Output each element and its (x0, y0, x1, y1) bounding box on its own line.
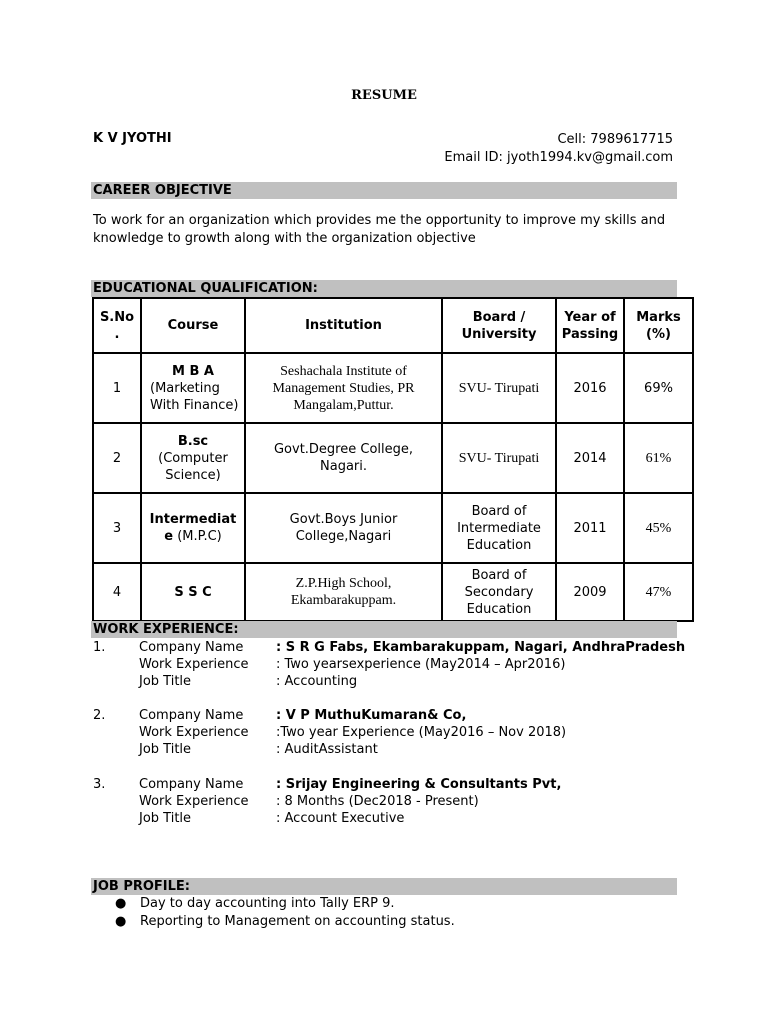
course-detail: (M.P.C) (177, 529, 222, 544)
company-value: : Srijay Engineering & Consultants Pvt, (276, 777, 562, 792)
course-detail: (Computer Science) (158, 450, 228, 483)
cell-sno: 4 (93, 563, 141, 621)
cell-year: 2009 (556, 563, 624, 621)
cell-sno: 3 (93, 493, 141, 563)
career-objective-text: To work for an organization which provides me the opportunity to improve my skills and knowledge to growth along with the organization objective (93, 213, 666, 246)
profile-item-text: Day to day accounting into Tally ERP 9. (140, 896, 395, 911)
cell-institution: Seshachala Institute of Management Studies, PR Mangalam,Puttur. (245, 353, 442, 423)
contact-block (380, 131, 673, 167)
cell-course (141, 563, 245, 621)
experience-label: Work Experience (139, 725, 249, 740)
course-name: B.sc (177, 433, 209, 449)
cell-marks: 47% (624, 563, 693, 621)
column-header-board: Board / University (442, 298, 556, 353)
cell-board: Board of Secondary Education (442, 563, 556, 621)
experience-label: Work Experience (139, 657, 249, 672)
work-experience-heading: WORK EXPERIENCE: (91, 621, 677, 638)
experience-value: : Two yearsexperience (May2014 – Apr2016) (276, 657, 566, 672)
company-label: Company Name (139, 777, 244, 792)
course-name: M B A (172, 363, 214, 379)
job-title-label: Job Title (139, 742, 192, 757)
cell-year: 2014 (556, 423, 624, 493)
cell-institution: Govt.Boys Junior College,Nagari (245, 493, 442, 563)
job-profile-list (93, 895, 455, 931)
job-title-value: : Account Executive (276, 811, 405, 826)
column-header-year: Year of Passing (556, 298, 624, 353)
table-row (93, 353, 693, 423)
cell-course (141, 423, 245, 493)
job-title-value: : Accounting (276, 674, 358, 689)
email-address: Email ID: jyoth1994.kv@gmail.com (444, 150, 673, 165)
profile-item-text: Reporting to Management on accounting status. (140, 914, 455, 929)
cell-marks: 45% (624, 493, 693, 563)
cell-board: SVU- Tirupati (442, 353, 556, 423)
job-profile-heading: JOB PROFILE: (91, 878, 677, 895)
column-header-institution: Institution (245, 298, 442, 353)
company-label: Company Name (139, 708, 244, 723)
candidate-name: K V JYOTHI (93, 131, 172, 146)
education-table (92, 297, 694, 622)
column-header-course: Course (141, 298, 245, 353)
job-title-label: Job Title (139, 811, 192, 826)
cell-year: 2011 (556, 493, 624, 563)
education-header-row (93, 298, 693, 353)
company-label: Company Name (139, 640, 244, 655)
bullet-icon: ● (115, 914, 127, 929)
career-objective-heading: CAREER OBJECTIVE (91, 182, 677, 199)
table-row (93, 563, 693, 621)
entry-number: 2. (93, 708, 106, 723)
company-value: : S R G Fabs, Ekambarakuppam, Nagari, AndhraPradesh (276, 640, 686, 655)
course-name: Intermediat e (149, 512, 237, 544)
experience-value: : 8 Months (Dec2018 - Present) (276, 794, 479, 809)
experience-value: :Two year Experience (May2016 – Nov 2018) (276, 725, 567, 740)
column-header-marks: Marks (%) (624, 298, 693, 353)
entry-number: 3. (93, 777, 106, 792)
cell-marks: 69% (624, 353, 693, 423)
entry-number: 1. (93, 640, 106, 655)
resume-title: RESUME (351, 88, 417, 103)
column-header-sno: S.No . (93, 298, 141, 353)
cell-institution: Z.P.High School, Ekambarakuppam. (245, 563, 442, 621)
cell-board: Board of Intermediate Education (442, 493, 556, 563)
experience-label: Work Experience (139, 794, 249, 809)
cell-year: 2016 (556, 353, 624, 423)
cell-sno: 1 (93, 353, 141, 423)
job-title-value: : AuditAssistant (276, 742, 378, 757)
cell-course (141, 493, 245, 563)
course-name: S S C (174, 584, 212, 600)
cell-sno: 2 (93, 423, 141, 493)
cell-marks: 61% (624, 423, 693, 493)
table-row (93, 493, 693, 563)
cell-number: Cell: 7989617715 (557, 132, 673, 147)
job-title-label: Job Title (139, 674, 192, 689)
cell-board: SVU- Tirupati (442, 423, 556, 493)
table-row (93, 423, 693, 493)
list-item (93, 913, 455, 931)
cell-course (141, 353, 245, 423)
course-detail: (Marketing With Finance) (150, 380, 239, 413)
bullet-icon: ● (115, 896, 127, 911)
company-value: : V P MuthuKumaran& Co, (276, 708, 467, 723)
education-heading: EDUCATIONAL QUALIFICATION: (91, 280, 677, 297)
cell-institution: Govt.Degree College, Nagari. (245, 423, 442, 493)
list-item (93, 895, 455, 913)
